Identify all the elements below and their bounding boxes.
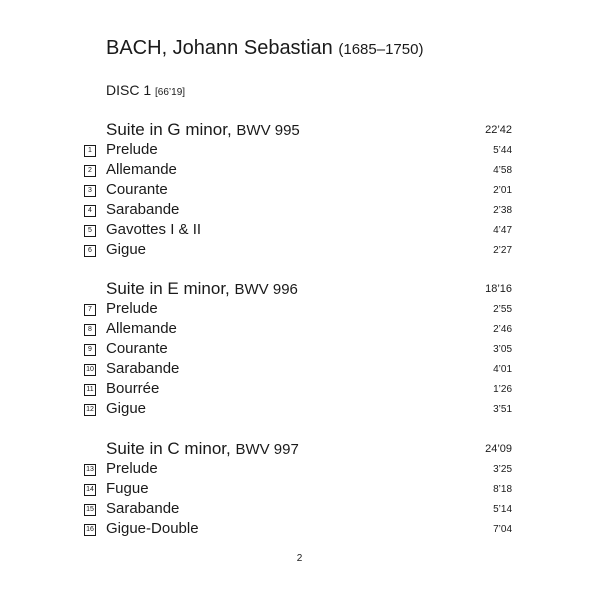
- track-title: Prelude: [106, 141, 158, 158]
- composer-name: BACH, Johann Sebastian: [106, 37, 333, 59]
- track-title: Sarabande: [106, 201, 180, 218]
- track-row: [84, 201, 512, 221]
- track-time: 5’14: [493, 504, 512, 515]
- track-title: Prelude: [106, 300, 158, 317]
- track-row: [84, 400, 512, 420]
- track-title: Fugue: [106, 480, 149, 497]
- track-row: [84, 300, 512, 320]
- suite-block: [84, 438, 512, 540]
- track-row: [84, 520, 512, 540]
- track-row: [84, 460, 512, 480]
- suite-header: [84, 438, 512, 460]
- track-row: [84, 380, 512, 400]
- suite-duration: 22’42: [485, 124, 512, 136]
- track-row: [84, 360, 512, 380]
- track-title: Sarabande: [106, 360, 180, 377]
- track-time: 2’38: [493, 205, 512, 216]
- suite-title: [106, 278, 298, 301]
- suite-duration: 18’16: [485, 283, 512, 295]
- track-time: 3’25: [493, 464, 512, 475]
- track-row: [84, 480, 512, 500]
- track-time: 2’55: [493, 304, 512, 315]
- track-time: 2’46: [493, 324, 512, 335]
- track-time: 4’01: [493, 364, 512, 375]
- track-number: 7: [84, 304, 96, 316]
- track-row: [84, 141, 512, 161]
- track-time: 7’04: [493, 524, 512, 535]
- page-number: 2: [296, 553, 303, 564]
- track-number: 1: [84, 145, 96, 157]
- track-title: Gavottes I & II: [106, 221, 202, 238]
- track-number: 3: [84, 185, 96, 197]
- track-title: Gigue: [106, 400, 147, 417]
- track-time: 5’44: [493, 145, 512, 156]
- track-time: 3’05: [493, 344, 512, 355]
- suite-duration: 24’09: [485, 443, 512, 455]
- track-row: [84, 340, 512, 360]
- suite-title-text: Suite in C minor,: [106, 439, 231, 458]
- track-number: 15: [84, 504, 96, 516]
- track-title: Prelude: [106, 460, 158, 477]
- track-number: 4: [84, 205, 96, 217]
- track-number: 16: [84, 524, 96, 536]
- track-row: [84, 181, 512, 201]
- track-title: Sarabande: [106, 500, 180, 517]
- suite-bwv: BWV 996: [234, 281, 298, 298]
- track-time: 8’18: [493, 484, 512, 495]
- suite-bwv: BWV 995: [236, 122, 300, 139]
- suite-title: [106, 438, 299, 461]
- track-time: 3’51: [493, 404, 512, 415]
- track-title: Courante: [106, 340, 168, 357]
- track-title: Bourrée: [106, 380, 160, 397]
- suite-title: [106, 119, 300, 142]
- track-time: 4’47: [493, 225, 512, 236]
- composer-heading: [106, 36, 423, 62]
- disc-heading: [106, 81, 185, 102]
- track-number: 14: [84, 484, 96, 496]
- track-time: 2’27: [493, 245, 512, 256]
- track-title: Gigue-Double: [106, 520, 199, 537]
- track-row: [84, 320, 512, 340]
- track-number: 12: [84, 404, 96, 416]
- track-number: 6: [84, 245, 96, 257]
- track-title: Allemande: [106, 320, 177, 337]
- track-number: 2: [84, 165, 96, 177]
- composer-dates: (1685–1750): [338, 41, 424, 58]
- disc-label: DISC 1: [106, 82, 152, 98]
- track-number: 11: [84, 384, 96, 396]
- track-time: 4’58: [493, 165, 512, 176]
- track-row: [84, 161, 512, 181]
- suite-header: [84, 119, 512, 141]
- track-row: [84, 500, 512, 520]
- track-number: 9: [84, 344, 96, 356]
- suite-block: [84, 119, 512, 261]
- track-row: [84, 221, 512, 241]
- suite-title-text: Suite in E minor,: [106, 279, 230, 298]
- track-title: Allemande: [106, 161, 177, 178]
- track-number: 5: [84, 225, 96, 237]
- suite-bwv: BWV 997: [235, 441, 299, 458]
- suite-block: [84, 278, 512, 420]
- disc-duration: [66’19]: [155, 87, 186, 98]
- track-row: [84, 241, 512, 261]
- track-number: 13: [84, 464, 96, 476]
- track-time: 2’01: [493, 185, 512, 196]
- track-title: Courante: [106, 181, 168, 198]
- track-number: 8: [84, 324, 96, 336]
- track-title: Gigue: [106, 241, 147, 258]
- suite-title-text: Suite in G minor,: [106, 120, 232, 139]
- track-time: 1’26: [493, 384, 512, 395]
- suite-header: [84, 278, 512, 300]
- track-number: 10: [84, 364, 96, 376]
